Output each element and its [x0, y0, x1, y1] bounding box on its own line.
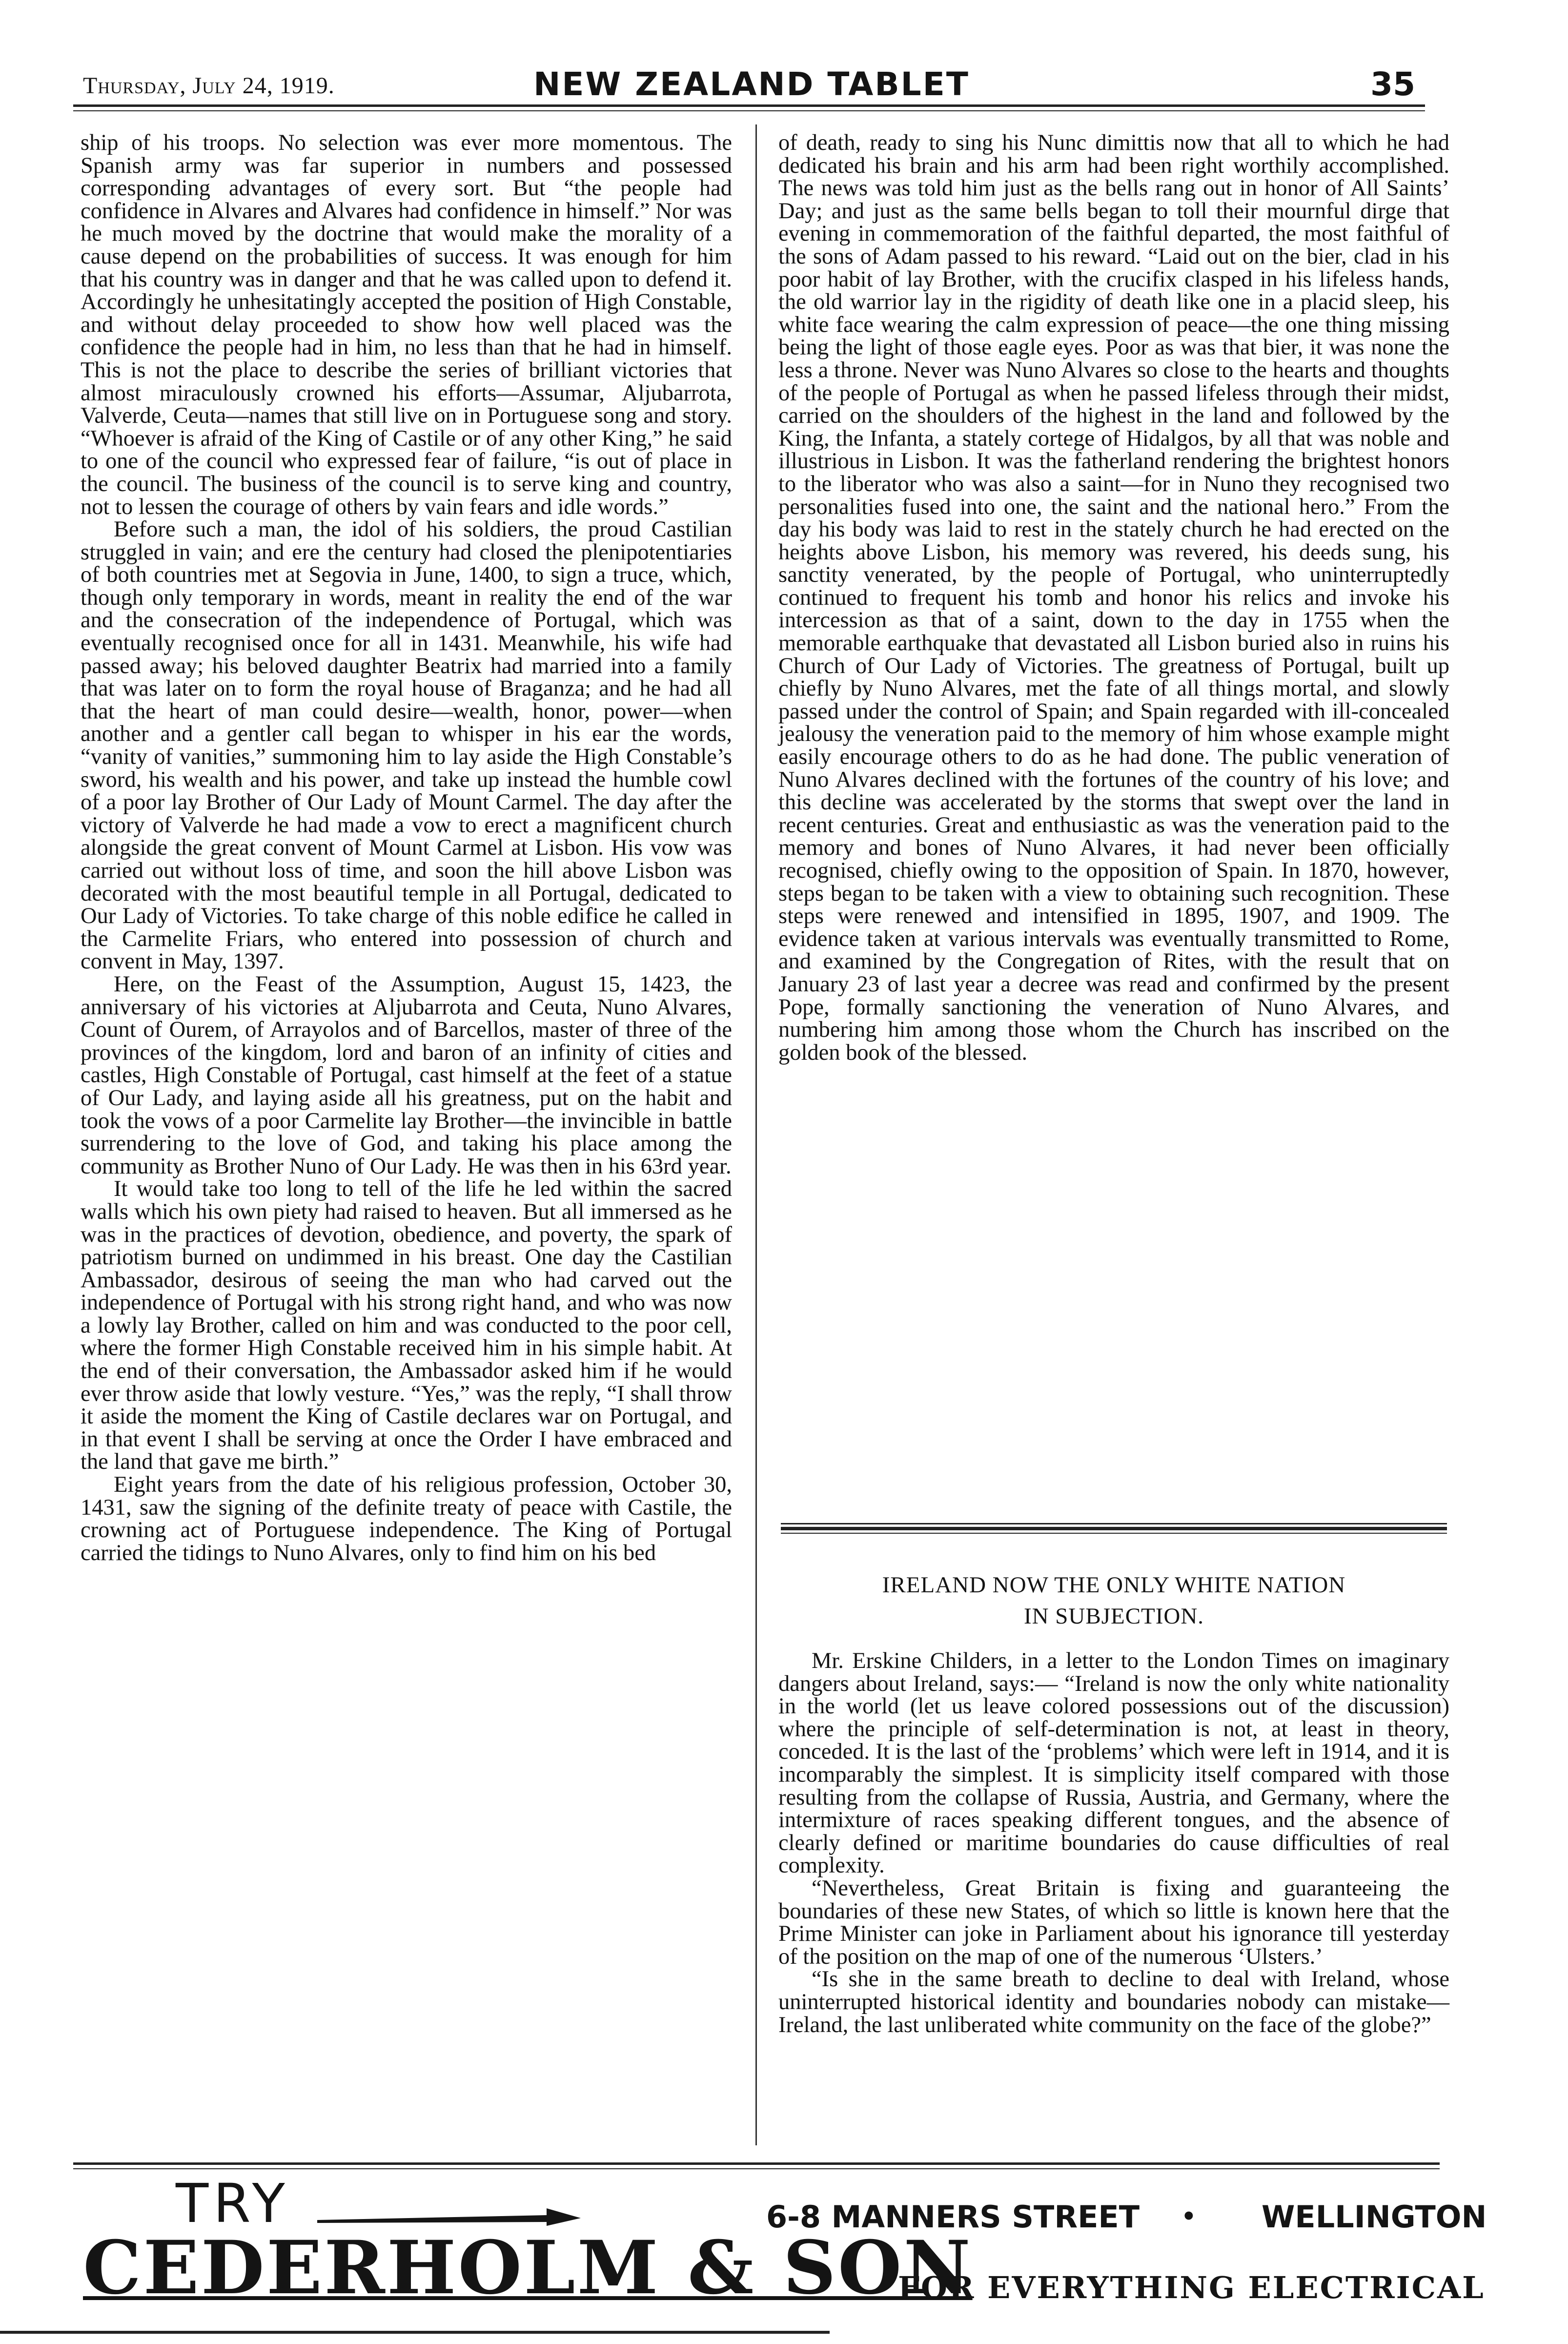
- article-paragraph: Mr. Erskine Childers, in a letter to the London Times on imaginary dangers about Ireland, says:— “Ireland is now the only white nationality in the world (let us leave colored possessions out of the discussion) where the principle of self-determination is not, at least in theory, conceded. It is the last of the ‘problems’ which were left in 1914, and it is incomparably the simplest. It is simplicity itself compared with those resulting from the collapse of Russia, Austria, and Germany, where the intermixture of races speaking different tongues, and the absence of clearly defined or maritime boundaries do cause difficulties of real complexity.: [778, 1648, 1449, 1878]
- ad-arrow-icon: [317, 2206, 581, 2226]
- section-rule-thick: [781, 1527, 1447, 1530]
- section-rule-thin: [781, 1533, 1447, 1534]
- headline-line-1: IRELAND NOW THE ONLY WHITE NATION: [882, 1572, 1346, 1598]
- ad-city: WELLINGTON: [1262, 2199, 1487, 2235]
- page-header: [78, 63, 1425, 103]
- article-paragraph: Here, on the Feast of the Assumption, August 15, 1423, the anniversary of his victories at Aljubarrota and Ceuta, Nuno Alvares, Count of Ourem, of Arrayolos and of Barcellos, master of three of the provinces of the kingdom, lord and baron of an infinity of cities and castles, High Constable of Portugal, cast himself at the feet of a statue of Our Lady, and laying aside all his greatness, put on the habit and took the vows of a poor Carmelite lay Brother—the invincible in battle surrendering to the love of God, and taking his place among the community as Brother Nuno of Our Lady. He was then in his 63rd year.: [81, 971, 732, 1179]
- ad-separator: •: [1183, 2200, 1194, 2233]
- footer-rule: [73, 2162, 1440, 2165]
- headline-line-2: IN SUBJECTION.: [1023, 1604, 1204, 1629]
- article-column-right: [778, 132, 1449, 1064]
- ad-address: 6-8 MANNERS STREET: [766, 2199, 1140, 2235]
- article-column-left: [81, 132, 732, 1564]
- column-divider: [755, 124, 757, 2145]
- article-paragraph: Before such a man, the idol of his soldiers, the proud Castilian struggled in vain; and ere the century had closed the plenipotentiaries of both countries met at Segovia in June, 1400, to sign a truce, which, though only temporary in words, meant in reality the end of the war and the consecration of the independence of Portugal, which was eventually recognised once for all in 1431. Meanwhile, his wife had passed away; his beloved daughter Beatrix had married into a family that was later on to form the royal house of Braganza; and he had all that the heart of man could desire—wealth, honor, power—when another and a gentler call began to whisper in his ear the words, “vanity of vanities,” summoning him to lay aside the High Constable’s sword, his wealth and his power, and take up instead the humble cowl of a poor lay Brother of Our Lady of Mount Carmel. The day after the victory of Valverde he had made a vow to erect a magnificent church alongside the great convent of Mount Carmel at Lisbon. His vow was carried out without loss of time, and soon the hill above Lisbon was decorated with the most beautiful temple in all Portugal, dedicated to Our Lady of Victories. To take charge of this noble edifice he called in the Carmelite Friars, who entered into possession of church and convent in May, 1397.: [81, 517, 732, 974]
- header-rule: [73, 104, 1425, 107]
- page-number: 35: [1370, 65, 1415, 103]
- article-paragraph: of death, ready to sing his Nunc dimittis now that all to which he had dedicated his brain and his arm had been right worthily accomplished. The news was told him just as the bells rang out in honor of All Saints’ Day; and just as the same bells began to toll their mournful dirge that evening in commemoration of the faithful departed, the most faithful of the sons of Adam passed to his reward. “Laid out on the bier, clad in his poor habit of lay Brother, with the crucifix clasped in his lifeless hands, the old warrior lay in the rigidity of death like one in a placid sleep, his white face wearing the calm expression of peace—the one thing missing being the light of those eagle eyes. Poor as was that bier, it was none the less a throne. Never was Nuno Alvares so close to the hearts and thoughts of the people of Portugal as when he passed lifeless through their midst, carried on the shoulders of the highest in the land and followed by the King, the Infanta, a stately cortege of Hidalgos, by all that was noble and illustrious in Lisbon. It was the fatherland rendering the brightest honors to the liberator who was also a saint—for in Nuno they recognised two personalities fused into one, the saint and the national hero.” From the day his body was laid to rest in the stately church he had erected on the heights above Lisbon, his memory was revered, his deeds sung, his sanctity venerated, by the people of Portugal, who uninterruptedly continued to frequent his tomb and honor his relics and invoke his intercession as that of a saint, down to the day in 1755 when the memorable earthquake that devastated all Lisbon buried also in ruins his Church of Our Lady of Victories. The greatness of Portugal, built up chiefly by Nuno Alvares, met the fate of all things mortal, and slowly passed under the control of Spain; and Spain regarded with ill-concealed jealousy the veneration paid to the memory of him whose example might easily encourage others to do as he had done. The public veneration of Nuno Alvares declined with the fortunes of the country of his love; and this decline was accelerated by the storms that swept over the land in recent centuries. Great and enthusiastic as was the veneration paid to the memory and bones of Nuno Alvares, it had never been officially recognised, chiefly owing to the opposition of Spain. In 1870, however, steps began to be taken with a view to obtaining such recognition. These steps were renewed and intensified in 1895, 1907, and 1909. The evidence taken at various intervals was eventually transmitted to Rome, and examined by the Congregation of Rites, with the result that on January 23 of last year a decree was read and confirmed by the present Pope, formally sanctioning the veneration of Nuno Alvares, and numbering him among those whom the Church has inscribed on the golden book of the blessed.: [778, 130, 1449, 1065]
- header-rule-thin: [73, 110, 1425, 111]
- article-headline: [778, 1569, 1449, 1632]
- footer-rule-thin: [73, 2168, 1440, 2169]
- footer-bottom-rule: [0, 2331, 830, 2334]
- section-rule: [781, 1523, 1447, 1524]
- ad-firm-name: CEDERHOLM & SON: [83, 2225, 973, 2311]
- ad-tagline: FOR EVERYTHING ELECTRICAL: [898, 2270, 1485, 2305]
- issue-date: Thursday, July 24, 1919.: [83, 73, 335, 99]
- article-paragraph: “Nevertheless, Great Britain is fixing and guaranteeing the boundaries of these new States, of which so little is known here that the Prime Minister can joke in Parliament about his ignorance till yesterday of the position on the map of one of the numerous ‘Ulsters.’: [778, 1875, 1449, 1969]
- article-paragraph: “Is she in the same breath to decline to deal with Ireland, whose uninterrupted historical identity and boundaries nobody can mistake—Ireland, the last unliberated white community on the face of the globe?”: [778, 1967, 1449, 2037]
- article-body: [778, 1650, 1449, 2036]
- article-paragraph: It would take too long to tell of the life he led within the sacred walls which his own piety had raised to heaven. But all immersed as he was in the practices of devotion, obedience, and poverty, the spark of patriotism burned on undimmed in his breast. One day the Castilian Ambassador, desirous of seeing the man who had carved out the independence of Portugal with his strong right hand, and who was now a lowly lay Brother, called on him and was conducted to the poor cell, where the former High Constable received him in his simple habit. At the end of their conversation, the Ambassador asked him if he would ever throw aside that lowly vesture. “Yes,” was the reply, “I shall throw it aside the moment the King of Castile declares war on Portugal, and in that event I shall be serving at once the Order I have embraced and the land that gave me birth.”: [81, 1176, 732, 1475]
- article-paragraph: ship of his troops. No selection was ever more momentous. The Spanish army was far superior in numbers and possessed corresponding advantages of every sort. But “the people had confidence in Alvares and Alvares had confidence in himself.” Nor was he much moved by the doctrine that would make the morality of a cause depend on the probabilities of success. It was enough for him that his country was in danger and that he was called upon to defend it. Accordingly he unhesitatingly accepted the position of High Constable, and without delay proceeded to show how well placed was the confidence the people had in him, no less than that he had in himself. This is not the place to describe the series of brilliant victories that almost miraculously crowned his efforts—Assumar, Aljubarrota, Valverde, Ceuta—names that still live on in Portuguese song and story. “Whoever is afraid of the King of Castile or of any other King,” he said to one of the council who expressed fear of failure, “is out of place in the council. The business of the council is to serve king and country, not to lessen the courage of others by vain fears and idle words.”: [81, 130, 732, 519]
- article-paragraph: Eight years from the date of his religious profession, October 30, 1431, saw the signing of the definite treaty of peace with Castile, the crowning act of Portuguese independence. The King of Portugal carried the tidings to Nuno Alvares, only to find him on his bed: [81, 1472, 732, 1565]
- publication-title: NEW ZEALAND TABLET: [533, 65, 970, 103]
- ad-try-text: TRY: [176, 2172, 290, 2235]
